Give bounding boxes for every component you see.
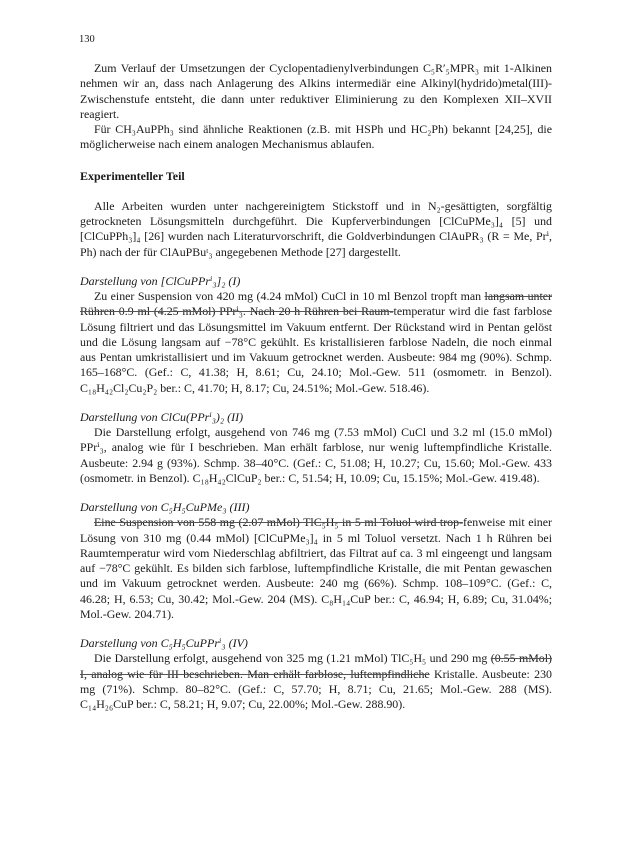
struck-line: langsam unter Rühren 0.9 ml (4.25 mMol) PPrⁱ₃. Nach 20 h Rühren bei Raum- (80, 288, 552, 319)
procedure-body (80, 515, 552, 622)
procedure-text: Die Darstellung erfolgt, ausgehend von 746 mg (7.53 mMol) CuCl und 3.2 ml (15.0 mMol) PPrⁱ₃, analog wie für I beschrieben. Man erhält farblose, nur wenig luftempfindliche Kristalle. Ausbeute: 2.94 g (93%). Schmp. 38–40°C. (Gef.: C, 51.08; H, 10.27; Cu, 15.60; Mol.-Gew. 433 (osmometr. in Benzol). C₁₈H₄₂ClCuP₂ ber.: C, 51.54; H, 10.09; Cu, 15.15%; Mol.-Gew. 419.48). (80, 425, 552, 485)
struck-line: (0.55 mMol) I, analog wie für III beschrieben. Man erhält farblose, luftempfindliche (80, 651, 552, 681)
procedure-body (80, 289, 552, 396)
intro-paragraph-2: Für CH₃AuPPh₃ sind ähnliche Reaktionen (z.B. mit HSPh und HC₂Ph) bekannt [24,25], die möglicherweise nach einem analogen Mechanismus ablaufen. (80, 122, 552, 152)
general-paragraph: Alle Arbeiten wurden unter nachgereinigtem Stickstoff und in N₂-gesättigten, sorgfältig getrockneten Lösungsmitteln durchgeführt. Die Kupferverbindungen [ClCuPMe₃]₄ [5] und [ClCuPPh₃]₄ [26] wurden nach Literaturvorschrift, die Goldverbindungen ClAuPR₃ (R = Me, Prⁱ, Ph) nach der für ClAuPBuᵗ₃ angegebenen Methode [27] dargestellt. (80, 198, 552, 259)
procedure-text: temperatur wird die fast farblose Lösung filtriert und das Lösungsmittel im Vakuum entfernt. Der Rückstand wird in Pentan gelöst und die Lösung langsam auf −78°C gekühlt. Es kristallisieren farblose Nadeln, die noch einmal aus Pentan umkristallisiert und im Vakuum getrocknet werden. Ausbeute: 984 mg (90%). Schmp. 165–168°C. (Gef.: C, 41.38; H, 8.61; Cu, 24.10; Mol.-Gew. 511 (osmometr. in Benzol). C₁₈H₄₂Cl₂Cu₂P₂ ber.: C, 41.70; H, 8.17; Cu, 24.51%; Mol.-Gew. 518.46). (80, 304, 552, 395)
struck-line: Eine Suspension von 558 mg (2.07 mMol) TlC₅H₅ in 5 ml Toluol wird trop- (94, 515, 464, 530)
procedure-title: Darstellung von C₅H₅CuPPrⁱ₃ (IV) (80, 636, 248, 651)
procedure-text: Kristalle. Ausbeute: 230 mg (71%). Schmp. 80–82°C. (Gef.: C, 57.70; H, 8.71; Cu, 21.65; Mol.-Gew. 288 (MS). C₁₄H₂₆CuP ber.: C, 58.21; H, 9.07; Cu, 22.00%; Mol.-Gew. 288.90). (80, 666, 552, 712)
procedure-text: Die Darstellung erfolgt, ausgehend von 325 mg (1.21 mMol) TlC₅H₅ und 290 mg (94, 651, 491, 666)
procedure-body (80, 651, 552, 712)
procedure-2 (80, 410, 552, 486)
procedure-1 (80, 274, 552, 396)
section-heading: Experimenteller Teil (80, 168, 185, 183)
procedure-text: Zu einer Suspension von 420 mg (4.24 mMol) CuCl in 10 ml Benzol tropft man (94, 288, 485, 303)
procedure-title: Darstellung von C₅H₅CuPMe₃ (III) (80, 500, 250, 515)
intro-paragraph-1: Zum Verlauf der Umsetzungen der Cyclopentadienylverbindungen C₅R′₅MPR₃ mit 1-Alkinen nehmen wir an, dass nach Anlagerung des Alkins intermediär eine Alkinyl(hydrido)metal(III)-Zwischenstufe entsteht, die dann unter reduktiver Eliminierung zu den Komplexen XII–XVII reagiert. (80, 61, 552, 121)
procedure-title: Darstellung von ClCu(PPrⁱ₃)₂ (II) (80, 410, 244, 425)
procedure-text: fenweise mit einer Lösung von 310 mg (0.44 mMol) [ClCuPMe₃]₄ in 5 ml Toluol versetzt. Nach 1 h Rühren bei Raumtemperatur wird vom Niederschlag abfiltriert, das Filtrat auf ca. 3 ml eingeengt und langsam auf −78°C gekühlt. Es bilden sich farblose, luftempfindliche Kristalle, die mit Pentan gewaschen und im Vakuum getrocknet werden. Ausbeute: 240 mg (66%). Schmp. 108–109°C. (Gef.: C, 46.28; H, 6.53; Cu, 30.42; Mol.-Gew. 204 (MS). C₈H₁₄CuP ber.: C, 46.94; H, 6.89; Cu, 31.04%; Mol.-Gew. 204.71). (80, 515, 552, 622)
procedure-4 (80, 636, 552, 712)
procedure-3 (80, 500, 552, 622)
procedure-body (80, 425, 552, 486)
page (80, 34, 552, 713)
procedure-title: Darstellung von [ClCuPPrⁱ₃]₂ (I) (80, 273, 241, 288)
page-number: 130 (79, 34, 95, 45)
